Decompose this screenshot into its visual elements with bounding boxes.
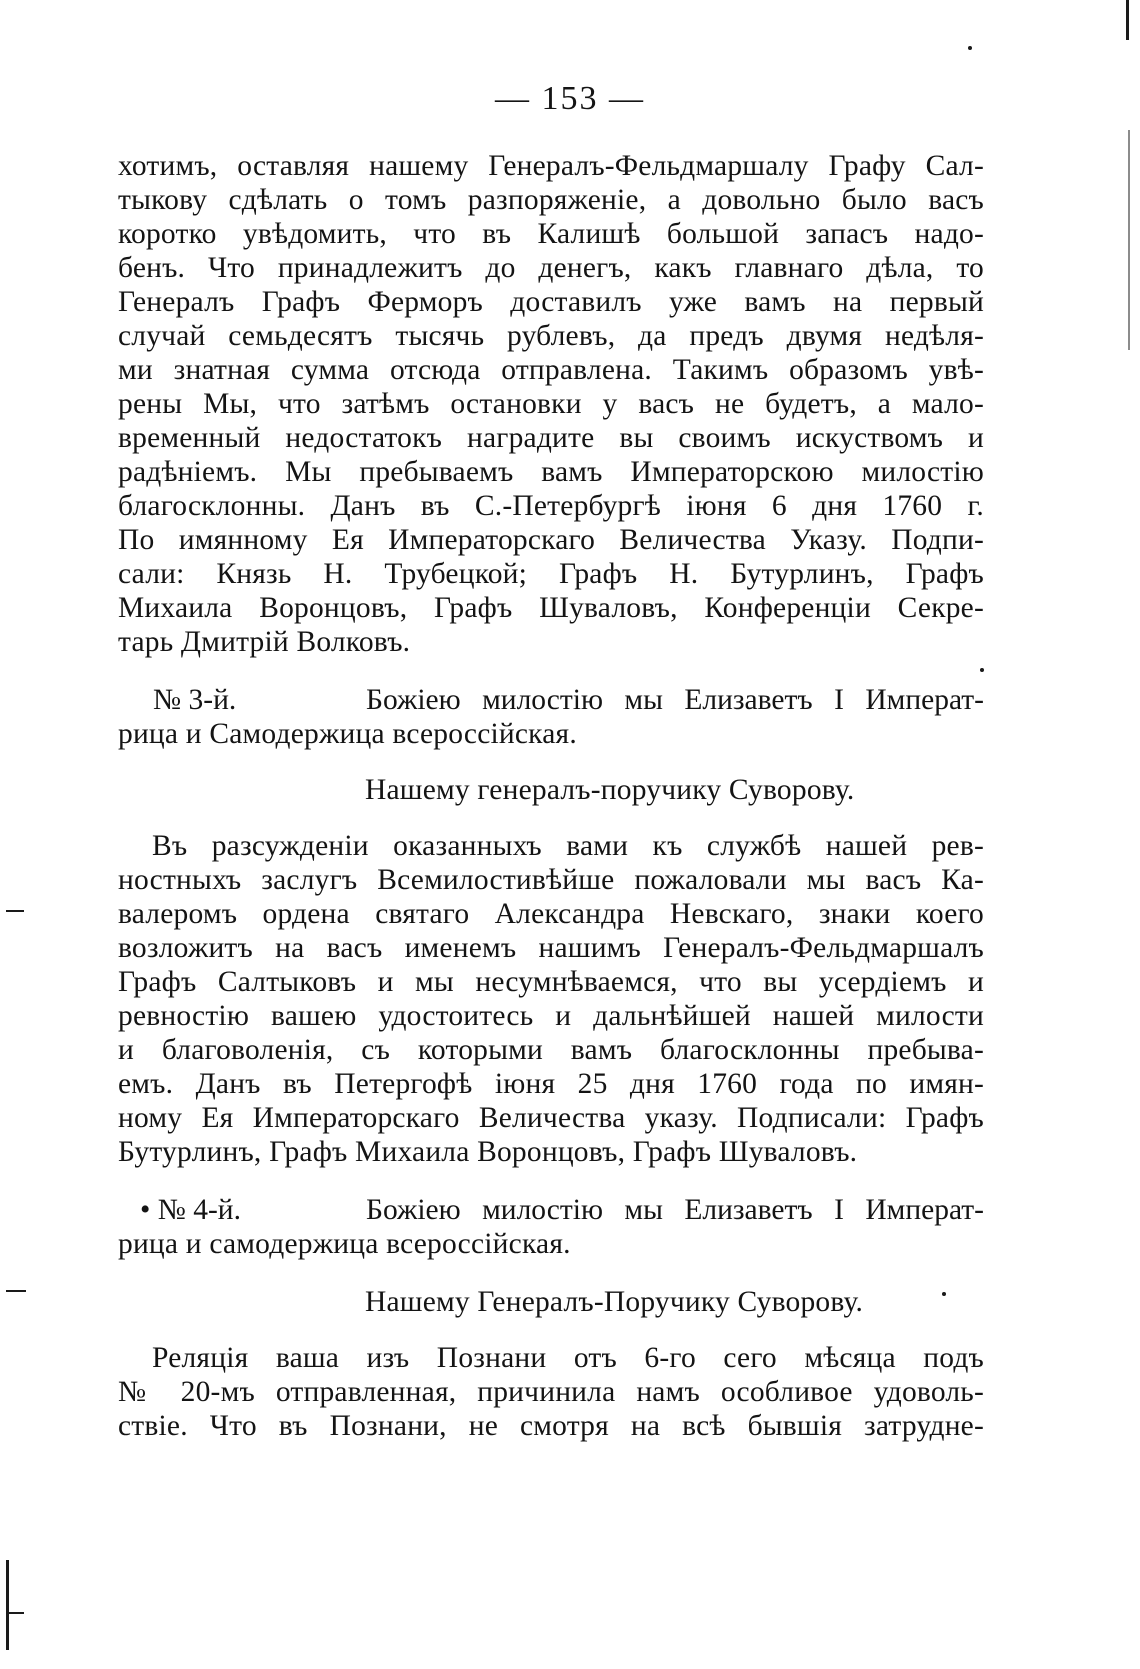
- heading-text-line2: рица и самодержица всероссійская.: [118, 1228, 571, 1260]
- document-heading: [118, 1192, 984, 1228]
- addressee: Нашему генералъ-поручику Суворову.: [365, 774, 855, 806]
- text-line: тарь Дмитрій Волковъ.: [118, 626, 411, 658]
- scan-margin-mark: [6, 1560, 9, 1650]
- text-line: ному Ея Императорскаго Величества указу. Подписали: Графъ: [118, 1102, 984, 1134]
- heading-text: Божіею милостію мы Елизаветъ I Императ-: [366, 1194, 984, 1226]
- text-line: радѣніемъ. Мы пребываемъ вамъ Императорскою милостію: [118, 456, 984, 488]
- document-heading: [118, 682, 984, 718]
- scan-dot: [980, 668, 984, 672]
- text-line: хотимъ, оставляя нашему Генералъ-Фельдмаршалу Графу Сал-: [118, 150, 984, 182]
- scan-edge-mark: [1126, 0, 1129, 40]
- text-line: тыкову сдѣлать о томъ разпоряженіе, а довольно было васъ: [118, 184, 984, 216]
- scan-margin-mark: [6, 910, 24, 912]
- text-line: ми знатная сумма отсюда отправлена. Такимъ образомъ увѣ-: [118, 354, 984, 386]
- text-line: возложитъ на васъ именемъ нашимъ Генералъ-Фельдмаршалъ: [118, 932, 984, 964]
- text-line: Генералъ Графъ Ферморъ доставилъ уже вамъ на первый: [118, 286, 984, 318]
- text-line: рены Мы, что затѣмъ остановки у васъ не будетъ, а мало-: [118, 388, 984, 420]
- text-line: Графъ Салтыковъ и мы несумнѣваемся, что вы усердіемъ и: [118, 966, 984, 998]
- text-line: коротко увѣдомить, что въ Калишѣ большой запасъ надо-: [118, 218, 984, 250]
- text-line: № 20-мъ отправленная, причинила намъ особливое удоволь-: [118, 1376, 984, 1408]
- text-line: Реляція ваша изъ Познани отъ 6-го сего мѣсяца подъ: [152, 1342, 984, 1374]
- scan-margin-mark: [6, 1290, 26, 1292]
- text-line: ностныхъ заслугъ Всемилостивѣйше пожаловали мы васъ Ка-: [118, 864, 984, 896]
- text-line: Михаила Воронцовъ, Графъ Шуваловъ, Конференціи Секре-: [118, 592, 984, 624]
- text-line: сали: Князь Н. Трубецкой; Графъ Н. Бутурлинъ, Графъ: [118, 558, 984, 590]
- text-line: емъ. Данъ въ Петергофѣ іюня 25 дня 1760 года по имян-: [118, 1068, 984, 1100]
- text-line: ревностію вашею удостоитесь и дальнѣйшей нашей милости: [118, 1000, 984, 1032]
- text-line: По имянному Ея Императорскаго Величества Указу. Подпи-: [118, 524, 984, 556]
- page-number: — 153 —: [495, 80, 645, 117]
- text-line: ствіе. Что въ Познани, не смотря на всѣ бывшія затрудне-: [118, 1410, 984, 1442]
- text-line: благосклонны. Данъ въ С.-Петербургѣ іюня 6 дня 1760 г.: [118, 490, 984, 522]
- heading-text-line2: рица и Самодержица всероссійская.: [118, 718, 577, 750]
- heading-text: Божіею милостію мы Елизаветъ I Императ-: [366, 684, 984, 716]
- text-line: валеромъ ордена святаго Александра Невскаго, знаки коего: [118, 898, 984, 930]
- scan-dot: [942, 1292, 946, 1296]
- text-line: Въ разсужденіи оказанныхъ вами къ службѣ нашей рев-: [152, 830, 984, 862]
- scan-dot: [968, 46, 972, 50]
- scan-margin-mark: [6, 1612, 24, 1614]
- scan-edge-mark: [1128, 130, 1130, 350]
- text-line: Бутурлинъ, Графъ Михаила Воронцовъ, Графъ Шуваловъ.: [118, 1136, 858, 1168]
- document-number: • № 4-й.: [140, 1194, 241, 1226]
- document-number: № 3-й.: [153, 684, 237, 716]
- text-line: временный недостатокъ наградите вы своимъ искуствомъ и: [118, 422, 984, 454]
- text-line: случай семьдесятъ тысячь рублевъ, да предъ двумя недѣля-: [118, 320, 984, 352]
- text-line: бенъ. Что принадлежитъ до денегъ, какъ главнаго дѣла, то: [118, 252, 984, 284]
- addressee: Нашему Генералъ-Поручику Суворову.: [365, 1286, 864, 1318]
- text-line: и благоволенія, съ которыми вамъ благосклонны пребыва-: [118, 1034, 984, 1066]
